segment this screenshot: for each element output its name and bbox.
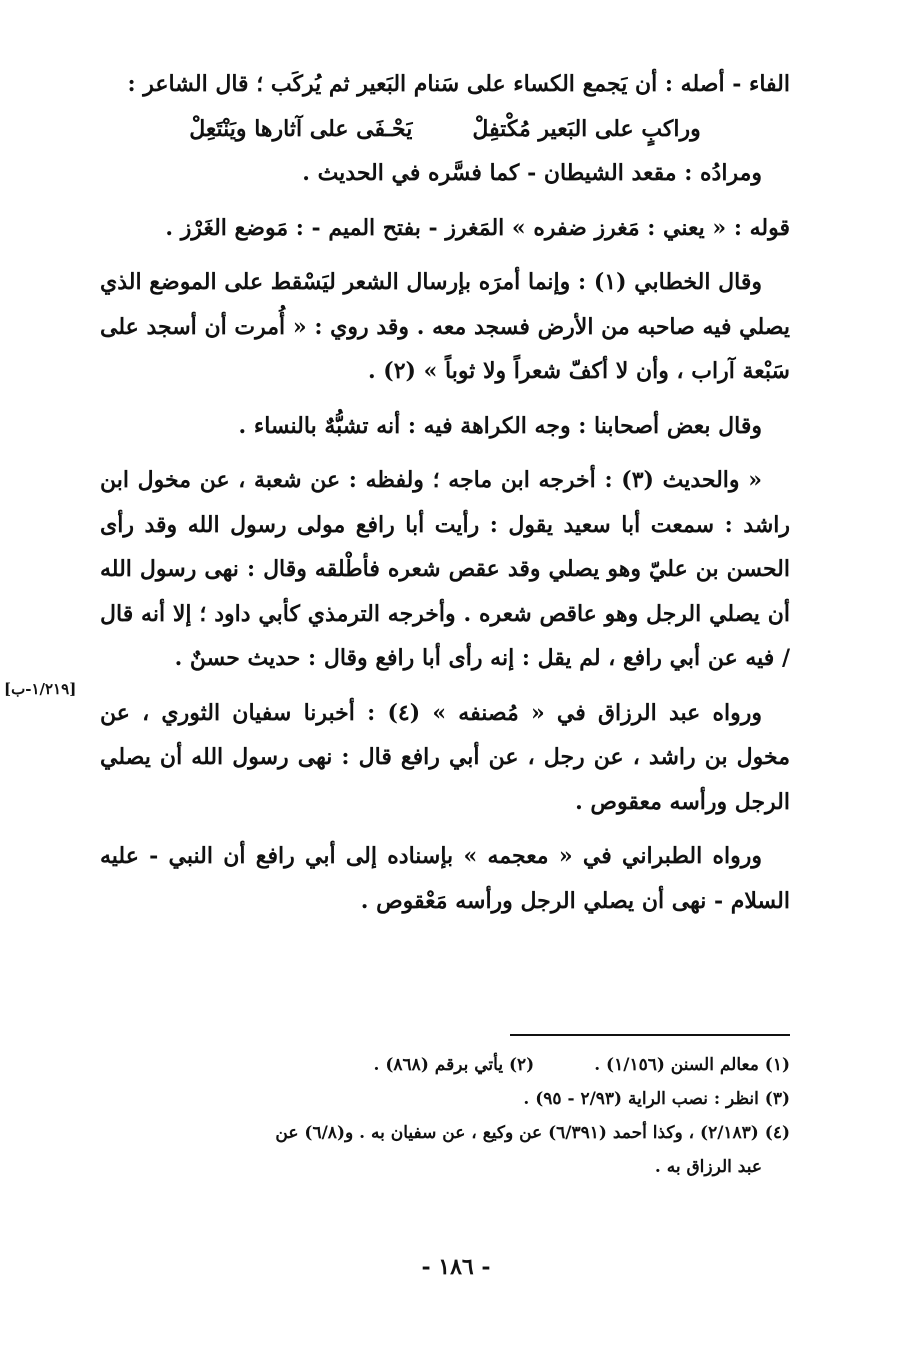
footnote-2: (٢) يأتي برقم (٨٦٨) . — [373, 1055, 535, 1075]
page-number: - ١٨٦ - — [421, 1254, 491, 1280]
verse-first-hemistich: وراكبٍ على البَعير مُكْتفِلْ — [472, 115, 701, 142]
footnotes — [100, 1048, 790, 1184]
footnote-4-continued: عبد الرزاق به . — [654, 1157, 762, 1177]
footnote-4: (٤) (٢/١٨٣) ، وكذا أحمد (٦/٣٩١) عن وكيع ، عن سفيان به . و(٦/٨) عن — [275, 1123, 790, 1143]
paragraph-6: « والحديث (٣) : أخرجه ابن ماجه ؛ ولفظه : عن شعبة ، عن مخول ابن راشد : سمعت أبا سعيد يقول : رأيت أبا رافع مولى رسول الله وقد رأى الحسن بن عليّ وهو يصلي وقد عقص شعره فأطْلقه وقال : نهى رسول الله أن يصلي الرجل وهو عاقص شعره . وأخرجه الترمذي كأبي داود ؛ إلا أنه قال / فيه عن أبي رافع ، لم يقل : إنه رأى أبا رافع وقال : حديث حسنٌ . — [100, 467, 790, 671]
poetry-verse — [100, 107, 790, 152]
paragraph-2: ومرادُه : مقعد الشيطان - كما فسَّره في الحديث . — [302, 160, 762, 186]
footnote-row — [100, 1048, 790, 1082]
footnote-3: (٣) انظر : نصب الراية (٢/٩٣ - ٩٥) . — [523, 1089, 790, 1109]
verse-second-hemistich: يَحْـفَى على آثارها ويَنْتَعِلْ — [189, 115, 413, 142]
paragraph-8: ورواه الطبراني في « معجمه » بإسناده إلى أبي رافع أن النبي - عليه السلام - نهى أن يصلي الرجل ورأسه مَعْقوص . — [100, 843, 790, 914]
paragraph-7: ورواه عبد الرزاق في « مُصنفه » (٤) : أخبرنا سفيان الثوري ، عن مخول بن راشد ، عن رجل ، عن أبي رافع قال : نهى رسول الله أن يصلي الرجل ورأسه معقوص . — [100, 699, 790, 815]
main-text — [100, 62, 790, 923]
paragraph-3: قوله : « يعني : مَغرز ضفره » المَغرز - بفتح الميم - : مَوضع الغَرْز . — [165, 214, 790, 241]
manuscript-folio-note: [١/٢١٩-ب] — [4, 680, 77, 698]
paragraph-4: وقال الخطابي (١) : وإنما أمرَه بإرسال الشعر ليَسْقط على الموضع الذي يصلي فيه صاحبه من الأرض فسجد معه . وقد روي : « أُمرت أن أسجد على سَبْعة آراب ، وأن لا أكفّ شعراً ولا ثوباً » (٢) . — [100, 269, 790, 384]
paragraph-1: الفاء - أصله : أن يَجمع الكساء على سَنام البَعير ثم يُركَب ؛ قال الشاعر : — [127, 71, 790, 97]
footnote-1: (١) معالم السنن (١/١٥٦) . — [594, 1055, 790, 1075]
footnote-divider — [510, 1034, 790, 1036]
paragraph-5: وقال بعض أصحابنا : وجه الكراهة فيه : أنه تشبُّهٌ بالنساء . — [238, 412, 762, 439]
